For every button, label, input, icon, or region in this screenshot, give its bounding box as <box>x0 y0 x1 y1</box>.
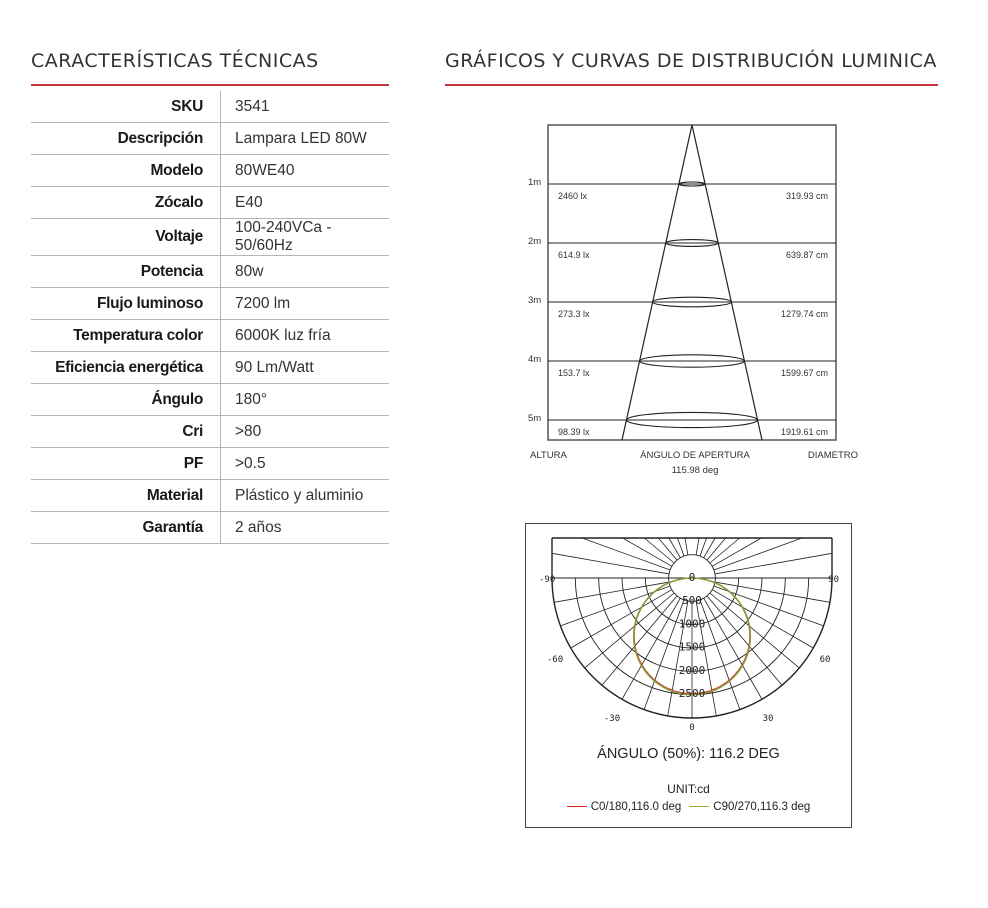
spec-label: Descripción <box>31 123 221 155</box>
polar-radial-label: 1500 <box>678 640 706 654</box>
spec-value: 6000K luz fría <box>221 320 390 352</box>
cone-lux-label: 273.3 lx <box>558 309 590 319</box>
spec-row <box>31 416 389 448</box>
polar-radial-label: 0 <box>688 571 696 584</box>
spec-value: Lampara LED 80W <box>221 123 390 155</box>
spec-row <box>31 219 389 256</box>
spec-row <box>31 288 389 320</box>
legend-item <box>567 801 682 813</box>
polar-angle-label: -30 <box>603 714 621 724</box>
cone-diameter-label: 1279.74 cm <box>780 309 828 319</box>
spec-label: SKU <box>31 91 221 123</box>
cone-diameter-axis-label: DIAMETRO <box>807 450 858 461</box>
spec-value: 100-240VCa - 50/60Hz <box>221 219 390 256</box>
polar-spoke <box>715 582 830 602</box>
polar-angle-label: 90 <box>828 575 839 585</box>
spec-value: >0.5 <box>221 448 390 480</box>
polar-angle-label: 60 <box>819 655 831 665</box>
spec-label: Zócalo <box>31 187 221 219</box>
spec-label: Flujo luminoso <box>31 288 221 320</box>
cone-edge-right <box>692 125 762 440</box>
spec-row <box>31 352 389 384</box>
polar-spoke <box>658 538 677 560</box>
illuminance-cone-chart <box>520 118 865 480</box>
cone-lux-label: 614.9 lx <box>558 250 590 260</box>
polar-radial-label: 1000 <box>678 617 706 631</box>
spec-row <box>31 187 389 219</box>
polar-distribution-chart <box>525 523 852 753</box>
charts-section-title: GRÁFICOS Y CURVAS DE DISTRIBUCIÓN LUMINICA <box>445 50 937 72</box>
legend-label: C90/270,116.3 deg <box>713 801 811 813</box>
cone-height-label: 2m <box>528 236 542 247</box>
spec-value: E40 <box>221 187 390 219</box>
spec-row <box>31 256 389 288</box>
cone-height-axis-label: ALTURA <box>530 450 567 461</box>
spec-value: 80WE40 <box>221 155 390 187</box>
cone-diameter-label: 1599.67 cm <box>780 368 828 378</box>
cone-lux-label: 98.39 lx <box>558 427 590 437</box>
cone-height-label: 5m <box>528 413 542 424</box>
cone-diameter-label: 1919.61 cm <box>780 427 828 437</box>
spec-label: Cri <box>31 416 221 448</box>
spec-value: >80 <box>221 416 390 448</box>
polar-angle-label: -90 <box>539 575 556 585</box>
polar-spoke <box>685 538 688 555</box>
spec-value: 80w <box>221 256 390 288</box>
cone-angle-value: 115.98 deg <box>671 465 719 476</box>
polar-spoke <box>585 593 674 668</box>
spec-label: Temperatura color <box>31 320 221 352</box>
cone-height-label: 4m <box>528 354 542 365</box>
polar-spoke <box>710 593 799 668</box>
polar-radial-label: 500 <box>682 594 702 608</box>
spec-label: Eficiencia energética <box>31 352 221 384</box>
spec-title-divider <box>31 84 389 86</box>
cone-diameter-label: 639.87 cm <box>785 250 828 260</box>
spec-section-title: CARACTERÍSTICAS TÉCNICAS <box>31 50 319 72</box>
spec-label: Garantía <box>31 512 221 544</box>
spec-value: Plástico y aluminio <box>221 480 390 512</box>
cone-lux-label: 2460 lx <box>558 191 588 201</box>
cone-chart-frame <box>548 125 836 440</box>
spec-row <box>31 480 389 512</box>
cone-diameter-label: 319.93 cm <box>785 191 828 201</box>
polar-spoke <box>700 538 707 556</box>
polar-angle-label: -60 <box>546 655 564 665</box>
spec-label: Modelo <box>31 155 221 187</box>
polar-spoke <box>714 538 802 570</box>
spec-value: 7200 lm <box>221 288 390 320</box>
polar-spoke <box>677 538 684 556</box>
cone-lux-label: 153.7 lx <box>558 368 590 378</box>
cone-angle-axis-label: ÁNGULO DE APERTURA <box>640 450 750 461</box>
legend-swatch <box>567 806 587 807</box>
polar-legend <box>525 801 852 813</box>
polar-bottom-label: 0 <box>689 723 695 733</box>
spec-value: 3541 <box>221 91 390 123</box>
cone-height-label: 3m <box>528 295 542 306</box>
legend-swatch <box>689 806 709 807</box>
spec-row <box>31 123 389 155</box>
spec-value: 180° <box>221 384 390 416</box>
spec-label: Potencia <box>31 256 221 288</box>
legend-item <box>689 801 810 813</box>
spec-row <box>31 91 389 123</box>
cone-edge-left <box>622 125 692 440</box>
spec-table <box>31 91 389 544</box>
spec-label: PF <box>31 448 221 480</box>
spec-value: 2 años <box>221 512 390 544</box>
charts-title-divider <box>445 84 938 86</box>
polar-spoke <box>554 582 669 602</box>
polar-spoke <box>582 538 670 570</box>
polar-radial-label: 2000 <box>678 663 706 677</box>
polar-spoke <box>707 538 726 560</box>
spec-row <box>31 448 389 480</box>
spec-row <box>31 155 389 187</box>
polar-spoke <box>696 538 699 555</box>
spec-row <box>31 320 389 352</box>
spec-row <box>31 512 389 544</box>
polar-spoke <box>707 596 782 685</box>
polar-half-angle-text: ÁNGULO (50%): 116.2 DEG <box>597 746 780 762</box>
legend-label: C0/180,116.0 deg <box>590 801 682 813</box>
polar-unit-label: UNIT:cd <box>667 782 710 796</box>
polar-angle-label: 30 <box>762 714 774 724</box>
spec-label: Ángulo <box>31 384 221 416</box>
spec-row <box>31 384 389 416</box>
polar-spoke <box>602 596 677 685</box>
spec-value: 90 Lm/Watt <box>221 352 390 384</box>
polar-radial-label: 2500 <box>678 687 706 701</box>
cone-height-label: 1m <box>528 177 542 188</box>
spec-label: Voltaje <box>31 219 221 256</box>
spec-label: Material <box>31 480 221 512</box>
